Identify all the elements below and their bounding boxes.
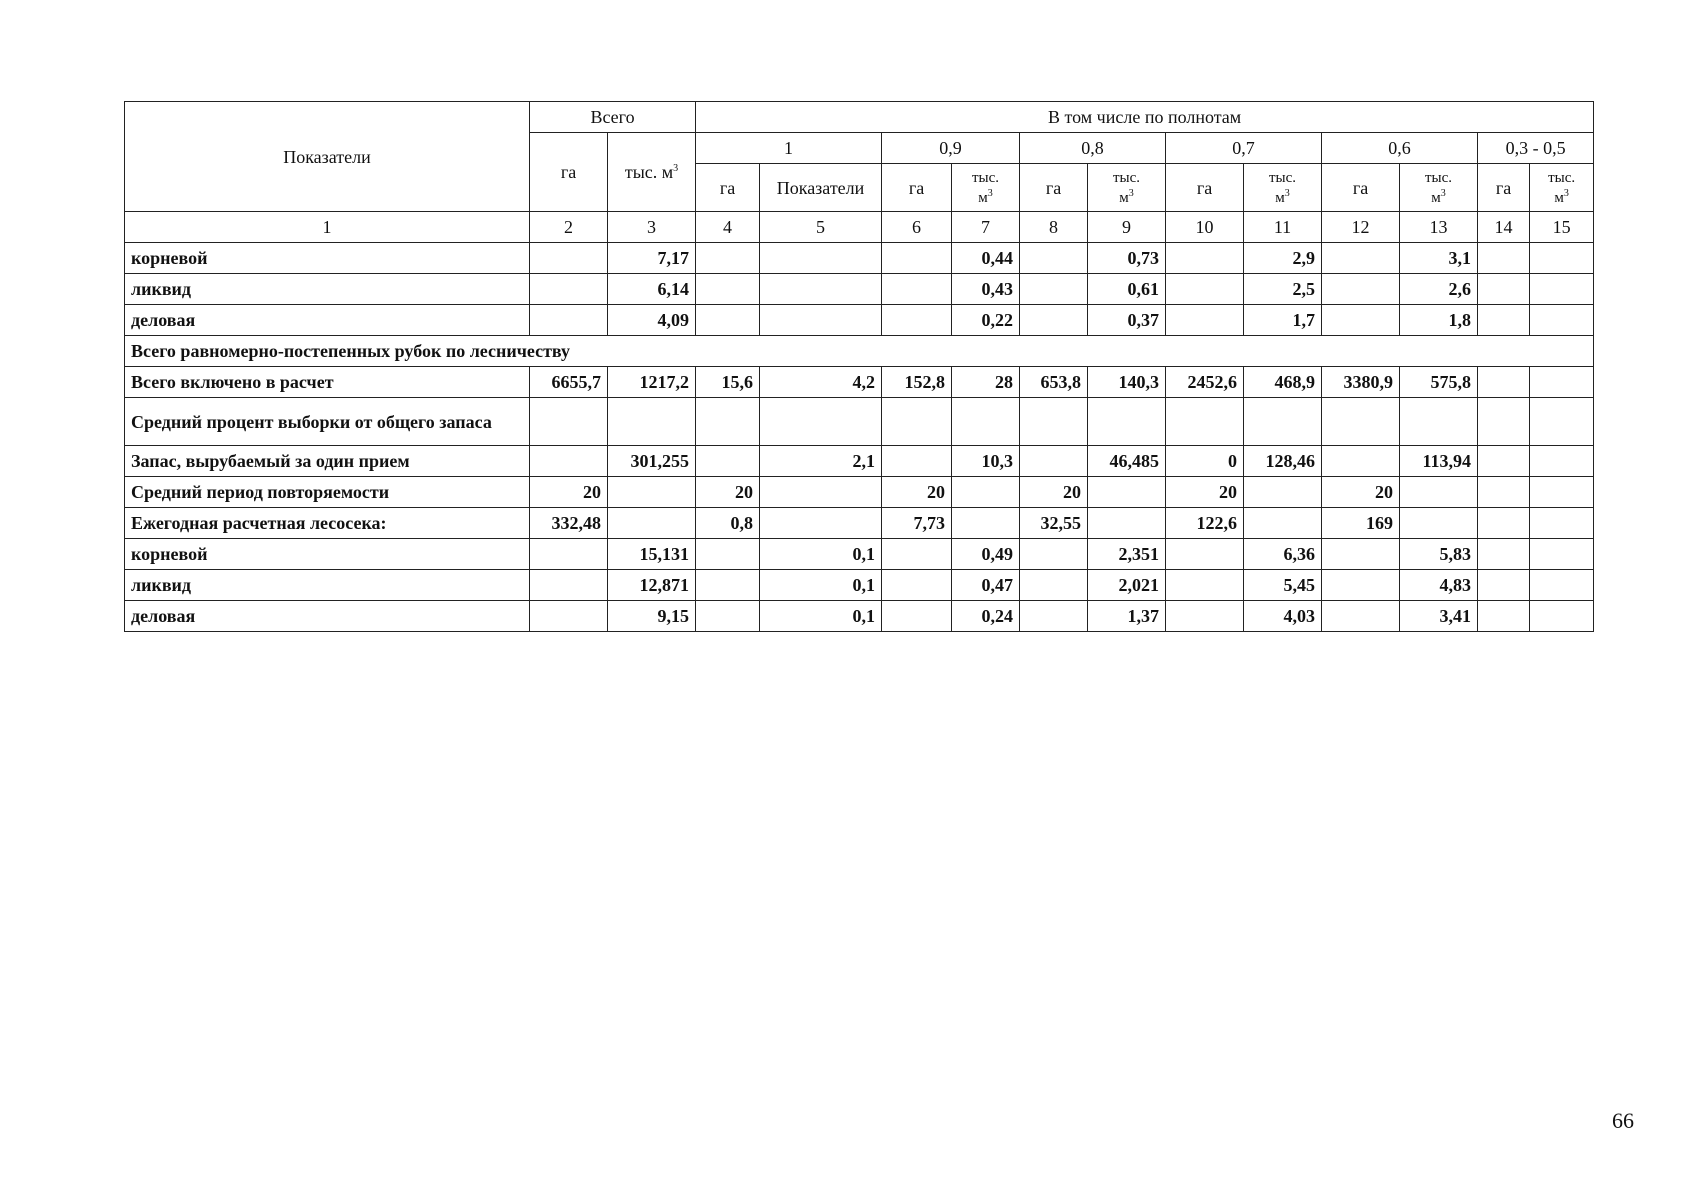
- table-cell: 10,3: [952, 446, 1020, 477]
- table-cell: [1478, 367, 1530, 398]
- table-cell: [1322, 446, 1400, 477]
- table-cell: 5,45: [1244, 570, 1322, 601]
- table-cell: [696, 398, 760, 446]
- table-row: [125, 446, 1594, 477]
- section-row: [125, 336, 1594, 367]
- col-number: 4: [696, 212, 760, 243]
- table-cell: 0,44: [952, 243, 1020, 274]
- table-cell: [1530, 243, 1594, 274]
- table-cell: [530, 398, 608, 446]
- table-cell: [1530, 477, 1594, 508]
- table-cell: [1478, 305, 1530, 336]
- table-cell: [1478, 570, 1530, 601]
- table-cell: [1400, 398, 1478, 446]
- table-cell: [696, 305, 760, 336]
- col-number: 15: [1530, 212, 1594, 243]
- table-cell: 0,61: [1088, 274, 1166, 305]
- table-cell: [608, 398, 696, 446]
- col-number: 11: [1244, 212, 1322, 243]
- table-cell: [1088, 477, 1166, 508]
- table-cell: [1400, 508, 1478, 539]
- header-total: Всего: [530, 102, 696, 133]
- table-cell: [882, 446, 952, 477]
- header-volume: тыс. $м^3$: [1244, 164, 1322, 212]
- table-cell: [1322, 570, 1400, 601]
- row-label: корневой: [125, 539, 530, 570]
- table-row: [125, 398, 1594, 446]
- col-number: 6: [882, 212, 952, 243]
- table-cell: 1217,2: [608, 367, 696, 398]
- row-label: ликвид: [125, 570, 530, 601]
- table-cell: [1530, 367, 1594, 398]
- table-cell: 0,37: [1088, 305, 1166, 336]
- header-ha: га: [696, 164, 760, 212]
- col-number: 7: [952, 212, 1020, 243]
- row-label: корневой: [125, 243, 530, 274]
- table-cell: 1,37: [1088, 601, 1166, 632]
- col-number: 5: [760, 212, 882, 243]
- table-cell: [1020, 243, 1088, 274]
- col-number: 13: [1400, 212, 1478, 243]
- table-cell: [1020, 446, 1088, 477]
- table-cell: 4,2: [760, 367, 882, 398]
- table-cell: 20: [696, 477, 760, 508]
- table-cell: 332,48: [530, 508, 608, 539]
- table-cell: 0,24: [952, 601, 1020, 632]
- table-cell: [1166, 398, 1244, 446]
- table-cell: 5,83: [1400, 539, 1478, 570]
- table-cell: [882, 570, 952, 601]
- table-cell: 0,47: [952, 570, 1020, 601]
- table-cell: [882, 539, 952, 570]
- table-cell: [1530, 539, 1594, 570]
- table-cell: 4,03: [1244, 601, 1322, 632]
- table-cell: [1478, 446, 1530, 477]
- table-cell: [760, 398, 882, 446]
- table-row: [125, 367, 1594, 398]
- col-number: 3: [608, 212, 696, 243]
- table-cell: 0,1: [760, 539, 882, 570]
- table-cell: [1478, 243, 1530, 274]
- table-cell: [1530, 446, 1594, 477]
- table-cell: [760, 243, 882, 274]
- header-total-volume: тыс. $м^3$: [608, 133, 696, 212]
- table-cell: [530, 446, 608, 477]
- row-label: Средний период повторяемости: [125, 477, 530, 508]
- table-cell: [608, 477, 696, 508]
- header-ha: га: [1166, 164, 1244, 212]
- row-label: деловая: [125, 601, 530, 632]
- row-label: Запас, вырубаемый за один прием: [125, 446, 530, 477]
- table-cell: [1322, 539, 1400, 570]
- table-cell: [1166, 570, 1244, 601]
- table-cell: 2,351: [1088, 539, 1166, 570]
- table-cell: [1322, 305, 1400, 336]
- table-cell: [1244, 398, 1322, 446]
- table-cell: 0,73: [1088, 243, 1166, 274]
- table-cell: 6,36: [1244, 539, 1322, 570]
- table-cell: [882, 601, 952, 632]
- row-label: ликвид: [125, 274, 530, 305]
- header-density-06: 0,6: [1322, 133, 1478, 164]
- table-cell: [530, 570, 608, 601]
- table-cell: 1,7: [1244, 305, 1322, 336]
- table-cell: [952, 508, 1020, 539]
- table-cell: [1020, 539, 1088, 570]
- table-cell: [530, 305, 608, 336]
- table-cell: [530, 539, 608, 570]
- table-cell: 28: [952, 367, 1020, 398]
- table-cell: [1478, 601, 1530, 632]
- col-number: 12: [1322, 212, 1400, 243]
- header-density-1: 1: [696, 133, 882, 164]
- table-row: [125, 508, 1594, 539]
- table-cell: [696, 274, 760, 305]
- table-cell: 653,8: [1020, 367, 1088, 398]
- table-cell: [1530, 508, 1594, 539]
- table-cell: [1530, 570, 1594, 601]
- table-cell: [696, 601, 760, 632]
- table-cell: [1530, 601, 1594, 632]
- table-cell: [1166, 243, 1244, 274]
- table-cell: [760, 274, 882, 305]
- table-cell: [530, 274, 608, 305]
- table-cell: 169: [1322, 508, 1400, 539]
- table-row: [125, 570, 1594, 601]
- table-cell: 4,83: [1400, 570, 1478, 601]
- page-number: 66: [1612, 1108, 1634, 1133]
- table-cell: 32,55: [1020, 508, 1088, 539]
- table-cell: 3380,9: [1322, 367, 1400, 398]
- header-volume: тыс. $м^3$: [1530, 164, 1594, 212]
- header-ha: га: [1478, 164, 1530, 212]
- table-row: [125, 305, 1594, 336]
- table-cell: 0,1: [760, 601, 882, 632]
- table-cell: [952, 477, 1020, 508]
- table-cell: [1322, 398, 1400, 446]
- table-cell: [1166, 539, 1244, 570]
- header-volume: тыс. $м^3$: [1400, 164, 1478, 212]
- table-cell: [1020, 398, 1088, 446]
- header-ha: га: [1020, 164, 1088, 212]
- section-title: Всего равномерно-постепенных рубок по лесничеству: [125, 336, 1594, 367]
- table-cell: 152,8: [882, 367, 952, 398]
- table-cell: [1322, 243, 1400, 274]
- col-number: 14: [1478, 212, 1530, 243]
- forest-table: [124, 101, 1594, 632]
- header-ha: га: [1322, 164, 1400, 212]
- table-cell: [696, 446, 760, 477]
- table-cell: 6,14: [608, 274, 696, 305]
- table-cell: [952, 398, 1020, 446]
- table-cell: [1166, 305, 1244, 336]
- header-total-ha: га: [530, 133, 608, 212]
- table-cell: [1478, 398, 1530, 446]
- table-cell: [696, 243, 760, 274]
- table-cell: 46,485: [1088, 446, 1166, 477]
- table-cell: 9,15: [608, 601, 696, 632]
- table-cell: [882, 243, 952, 274]
- table-cell: [1244, 477, 1322, 508]
- col-number: 2: [530, 212, 608, 243]
- table-cell: 113,94: [1400, 446, 1478, 477]
- table-cell: 128,46: [1244, 446, 1322, 477]
- table-cell: 140,3: [1088, 367, 1166, 398]
- table-cell: [882, 305, 952, 336]
- table-cell: [696, 539, 760, 570]
- table-cell: 7,17: [608, 243, 696, 274]
- table-cell: 301,255: [608, 446, 696, 477]
- table-cell: [1322, 601, 1400, 632]
- table-cell: [882, 398, 952, 446]
- table-cell: [530, 601, 608, 632]
- table-cell: 15,6: [696, 367, 760, 398]
- table-cell: [1530, 305, 1594, 336]
- table-cell: [1020, 601, 1088, 632]
- table-cell: 0,8: [696, 508, 760, 539]
- table-cell: [1020, 274, 1088, 305]
- table-row: [125, 274, 1594, 305]
- table-cell: [882, 274, 952, 305]
- table-cell: [1478, 508, 1530, 539]
- table-cell: [1020, 305, 1088, 336]
- table-cell: 2,1: [760, 446, 882, 477]
- table-cell: [1400, 477, 1478, 508]
- table-cell: [1166, 274, 1244, 305]
- table-cell: [760, 477, 882, 508]
- table-cell: 3,1: [1400, 243, 1478, 274]
- header-density-03-05: 0,3 - 0,5: [1478, 133, 1594, 164]
- table-cell: 15,131: [608, 539, 696, 570]
- table-cell: 122,6: [1166, 508, 1244, 539]
- col-number: 9: [1088, 212, 1166, 243]
- col-number: 10: [1166, 212, 1244, 243]
- table-cell: 0,1: [760, 570, 882, 601]
- table-cell: 20: [882, 477, 952, 508]
- row-label: Всего включено в расчет: [125, 367, 530, 398]
- column-numbers-row: [125, 212, 1594, 243]
- table-cell: 3,41: [1400, 601, 1478, 632]
- table-cell: 575,8: [1400, 367, 1478, 398]
- table-cell: [696, 570, 760, 601]
- table-row: [125, 601, 1594, 632]
- table-cell: [1530, 274, 1594, 305]
- table-cell: [1244, 508, 1322, 539]
- table-cell: [530, 243, 608, 274]
- table-cell: [1478, 477, 1530, 508]
- table-cell: 2,021: [1088, 570, 1166, 601]
- header-col5-label: Показатели: [760, 164, 882, 212]
- table-row: [125, 243, 1594, 274]
- table-cell: [1166, 601, 1244, 632]
- table-cell: 2,6: [1400, 274, 1478, 305]
- table-cell: [760, 305, 882, 336]
- table-cell: [1088, 398, 1166, 446]
- header-density-08: 0,8: [1020, 133, 1166, 164]
- table-cell: 20: [1322, 477, 1400, 508]
- table-cell: [1088, 508, 1166, 539]
- table-cell: 20: [1166, 477, 1244, 508]
- table-cell: 468,9: [1244, 367, 1322, 398]
- table-cell: 1,8: [1400, 305, 1478, 336]
- table-cell: 0,49: [952, 539, 1020, 570]
- header-volume: тыс. $м^3$: [1088, 164, 1166, 212]
- table-cell: 4,09: [608, 305, 696, 336]
- table-cell: [1478, 539, 1530, 570]
- table-cell: 2,5: [1244, 274, 1322, 305]
- table-cell: [608, 508, 696, 539]
- table-cell: 20: [1020, 477, 1088, 508]
- table-row: [125, 477, 1594, 508]
- table-row: [125, 539, 1594, 570]
- row-label: деловая: [125, 305, 530, 336]
- table-cell: 20: [530, 477, 608, 508]
- header-indicators: Показатели: [125, 102, 530, 212]
- row-label: Ежегодная расчетная лесосека:: [125, 508, 530, 539]
- header-volume: тыс. $м^3$: [952, 164, 1020, 212]
- table-cell: [1478, 274, 1530, 305]
- table-cell: 0,22: [952, 305, 1020, 336]
- row-label: Средний процент выборки от общего запаса: [125, 398, 530, 446]
- table-cell: 0,43: [952, 274, 1020, 305]
- header-density-07: 0,7: [1166, 133, 1322, 164]
- col-number: 1: [125, 212, 530, 243]
- table-cell: [1322, 274, 1400, 305]
- table-cell: [760, 508, 882, 539]
- header-ha: га: [882, 164, 952, 212]
- table-cell: [1020, 570, 1088, 601]
- table-cell: 7,73: [882, 508, 952, 539]
- col-number: 8: [1020, 212, 1088, 243]
- table-cell: [1530, 398, 1594, 446]
- header-by-density: В том числе по полнотам: [696, 102, 1594, 133]
- table-cell: 2452,6: [1166, 367, 1244, 398]
- table-cell: 12,871: [608, 570, 696, 601]
- table-cell: 2,9: [1244, 243, 1322, 274]
- header-density-09: 0,9: [882, 133, 1020, 164]
- table-cell: 6655,7: [530, 367, 608, 398]
- table-cell: 0: [1166, 446, 1244, 477]
